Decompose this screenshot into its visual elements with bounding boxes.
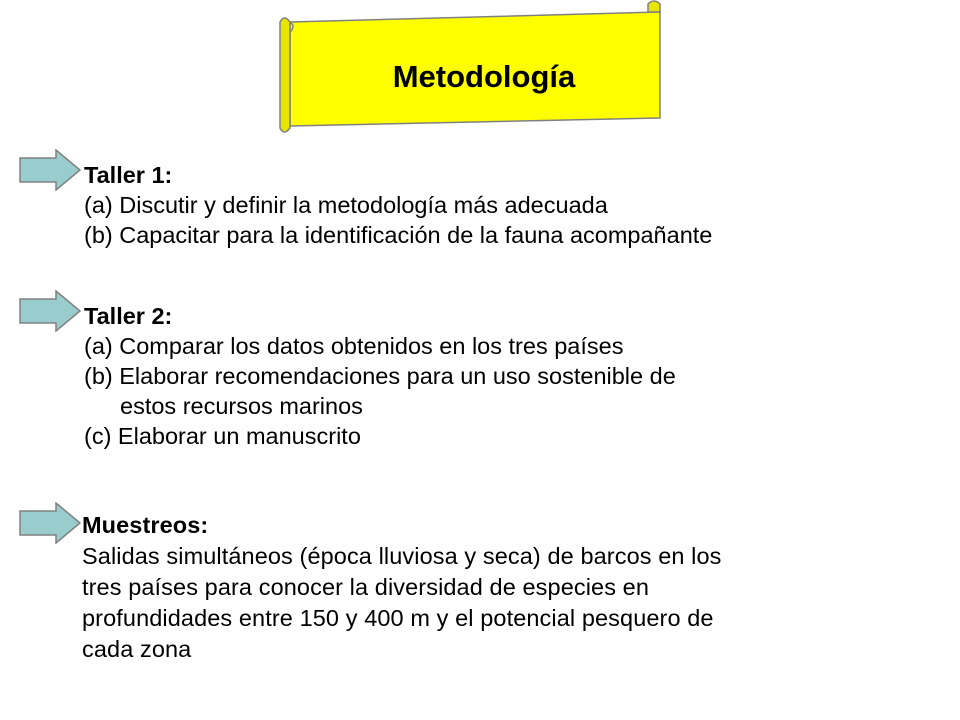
section-taller-1 (84, 160, 946, 250)
section-taller-2 (84, 301, 946, 451)
list-item: (c) Elaborar un manuscrito (84, 423, 361, 449)
section-heading: Taller 1: (84, 162, 173, 188)
section-heading: Taller 2: (84, 303, 173, 329)
paragraph-line: tres países para conocer la diversidad de especies en (82, 574, 650, 600)
paragraph-line: Salidas simultáneos (época lluviosa y seca) de barcos en los (82, 543, 722, 569)
list-item-continuation: estos recursos marinos (120, 393, 363, 419)
right-arrow-icon (18, 149, 82, 191)
page-title: Metodología (392, 59, 576, 94)
section-heading: Muestreos: (82, 512, 209, 538)
section-muestreos (82, 510, 946, 665)
list-item: (a) Comparar los datos obtenidos en los tres países (84, 333, 624, 359)
list-item: (b) Capacitar para la identificación de la fauna acompañante (84, 222, 713, 248)
list-item: (b) Elaborar recomendaciones para un uso sostenible de (84, 363, 676, 389)
list-item: (a) Discutir y definir la metodología más adecuada (84, 192, 608, 218)
right-arrow-icon (18, 502, 82, 544)
paragraph-line: cada zona (82, 636, 192, 662)
paragraph-line: profundidades entre 150 y 400 m y el potencial pesquero de (82, 605, 714, 631)
right-arrow-icon (18, 290, 82, 332)
